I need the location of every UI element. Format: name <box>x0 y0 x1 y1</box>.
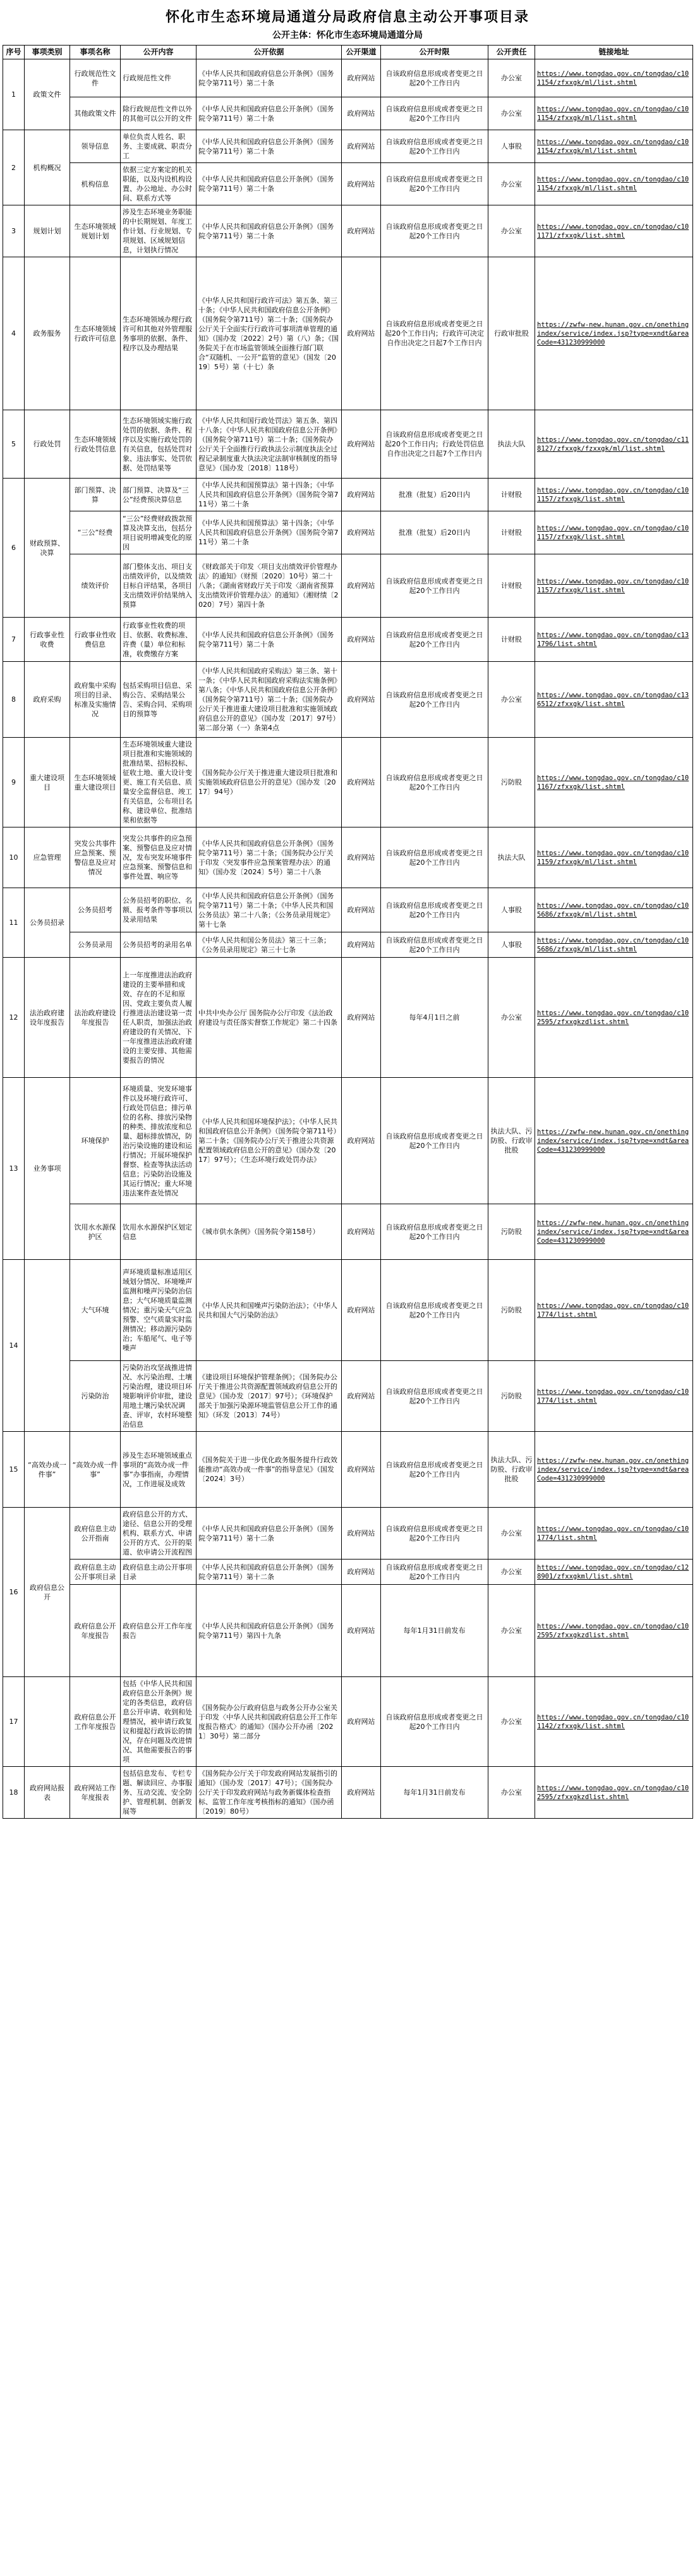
cell-basis: 《中华人民共和国政府信息公开条例》（国务院令第711号）第二十条 <box>196 59 342 97</box>
table-row <box>3 511 693 554</box>
cell-responsible: 污防股 <box>488 1204 535 1260</box>
cell-time-limit: 批准（批复）后20日内 <box>381 479 488 511</box>
catalog-table <box>3 45 693 1819</box>
link-url[interactable]: https://www.tongdao.gov.cn/tongdao/c101774/list.shtml <box>537 1388 689 1405</box>
link-url[interactable]: https://www.tongdao.gov.cn/tongdao/c101171/zfxxgk/list.shtml <box>537 223 689 240</box>
link-url[interactable]: https://www.tongdao.gov.cn/tongdao/c118127/zfxxgk/fzxxgk/ml/list.shtml <box>537 436 689 453</box>
link-url[interactable]: https://www.tongdao.gov.cn/tongdao/c101154/zfxxgk/ml/list.shtml <box>537 105 689 122</box>
cell-category: 规划计划 <box>25 205 70 257</box>
header-no: 序号 <box>3 46 25 59</box>
cell-link <box>535 1361 693 1432</box>
cell-responsible: 办公室 <box>488 958 535 1078</box>
link-url[interactable]: https://www.tongdao.gov.cn/tongdao/c101159/zfxxgk/ml/list.shtml <box>537 849 689 866</box>
cell-link <box>535 618 693 662</box>
cell-channel: 政府网站 <box>342 1361 381 1432</box>
cell-channel: 政府网站 <box>342 410 381 479</box>
cell-channel: 政府网站 <box>342 958 381 1078</box>
cell-category: “高效办成一件事” <box>25 1432 70 1508</box>
cell-content: 饮用水水源保护区划定信息 <box>121 1204 196 1260</box>
cell-content: 公务员招考的职位、名额、报考条件等事项以及录用结果 <box>121 888 196 932</box>
cell-time-limit: 自该政府信息形成或者变更之日起20个工作日内 <box>381 1260 488 1361</box>
link-url[interactable]: https://www.tongdao.gov.cn/tongdao/c102595/zfxxgkzdlist.shtml <box>537 1784 689 1801</box>
cell-link <box>535 205 693 257</box>
cell-no: 1 <box>3 59 25 130</box>
cell-link <box>535 163 693 205</box>
cell-link <box>535 1432 693 1508</box>
cell-time-limit: 自该政府信息形成或者变更之日起20个工作日内 <box>381 554 488 618</box>
cell-basis: 《中华人民共和国政府信息公开条例》（国务院令第711号）第四十九条 <box>196 1585 342 1677</box>
cell-responsible: 办公室 <box>488 1560 535 1585</box>
cell-item-name: 公务员录用 <box>70 932 121 958</box>
table-row <box>3 1432 693 1508</box>
table-row <box>3 59 693 97</box>
cell-channel: 政府网站 <box>342 1677 381 1767</box>
cell-channel: 政府网站 <box>342 1508 381 1560</box>
cell-content: 污染防治攻坚战推进情况、水污染治理、土壤污染治理，建设项目环境影响评价审批，建设用地土壤污染状况调查、评审，农村环境整治信息 <box>121 1361 196 1432</box>
cell-basis: 《中华人民共和国政府信息公开条例》（国务院令第711号）第二十条 <box>196 618 342 662</box>
cell-channel: 政府网站 <box>342 1078 381 1204</box>
cell-basis: 《中华人民共和国政府信息公开条例》（国务院令第711号）第十二条 <box>196 1560 342 1585</box>
cell-content: 生态环境领域办理行政许可和其他对外管理服务事项的依据、条件、程序以及办理结果 <box>121 257 196 410</box>
cell-link <box>535 1260 693 1361</box>
cell-basis: 《中华人民共和国公务员法》第三十三条；《公务员录用规定》第三十七条 <box>196 932 342 958</box>
cell-category: 政务服务 <box>25 257 70 410</box>
cell-basis: 《中华人民共和国政府信息公开条例》（国务院令第711号）第二十条；《中华人民共和国公务员法》第二十八条；《公务员录用规定》第十七条 <box>196 888 342 932</box>
cell-content: 单位负责人姓名、职务、主要成就、职责分工 <box>121 130 196 163</box>
link-url[interactable]: https://www.tongdao.gov.cn/tongdao/c102595/zfxxgkzdlist.shtml <box>537 1622 689 1639</box>
cell-time-limit: 自该政府信息形成或者变更之日起20个工作日内 <box>381 163 488 205</box>
table-row <box>3 97 693 130</box>
cell-basis: 《中华人民共和国政府信息公开条例》（国务院令第711号）第二十条 <box>196 97 342 130</box>
cell-basis: 《中华人民共和国行政许可法》第五条、第三十条；《中华人民共和国政府信息公开条例》（国务院令第711号）第二十条；《国务院办公厅关于全面实行行政许可事项清单管理的通知》（国办发〔2022〕2号）第（八）条；《国务院关于在市场监管领域全面推行部门联合“双随机、一公开”监管的意见》（国发〔2019〕5号）第（十七）条 <box>196 257 342 410</box>
cell-responsible: 办公室 <box>488 205 535 257</box>
table-row <box>3 738 693 827</box>
cell-content: 行政事业性收费的项目、依据、收费标准、许费（量）单位和标准，收费缴存方案 <box>121 618 196 662</box>
link-url[interactable]: https://www.tongdao.gov.cn/tongdao/c101157/zfxxgk/list.shtml <box>537 577 689 594</box>
cell-link <box>535 738 693 827</box>
cell-category: 应急管理 <box>25 827 70 888</box>
cell-responsible: 污防股 <box>488 738 535 827</box>
cell-link <box>535 410 693 479</box>
link-url[interactable]: https://www.tongdao.gov.cn/tongdao/c101142/zfxxgk/list.shtml <box>537 1713 689 1730</box>
header-category: 事项类别 <box>25 46 70 59</box>
table-row <box>3 1585 693 1677</box>
cell-time-limit: 自该政府信息形成或者变更之日起20个工作日内；行政处罚信息自作出决定之日起7个工作日内 <box>381 410 488 479</box>
cell-no: 8 <box>3 662 25 738</box>
cell-time-limit: 自该政府信息形成或者变更之日起20个工作日内 <box>381 618 488 662</box>
cell-basis: 中共中央办公厅 国务院办公厅印发《法治政府建设与责任落实督察工作规定》第二十四条 <box>196 958 342 1078</box>
header-channel: 公开渠道 <box>342 46 381 59</box>
cell-item-name: 机构信息 <box>70 163 121 205</box>
link-url[interactable]: https://www.tongdao.gov.cn/tongdao/c128901/zfxxgkml/list.shtml <box>537 1563 689 1580</box>
table-row <box>3 130 693 163</box>
cell-basis: 《国务院办公厅关于印发政府网站发展指引的通知》（国办发〔2017〕47号）；《国务院办公厅关于印发政府网站与政务新媒体检查指标、监管工作年度考核指标的通知》（国办函〔2019〕80号） <box>196 1767 342 1819</box>
cell-basis: 《中华人民共和国政府信息公开条例》（国务院令第711号）第二十条 <box>196 163 342 205</box>
header-responsible: 公开责任 <box>488 46 535 59</box>
cell-channel: 政府网站 <box>342 554 381 618</box>
table-row <box>3 1078 693 1204</box>
cell-no: 15 <box>3 1432 25 1508</box>
table-row <box>3 1560 693 1585</box>
cell-responsible: 办公室 <box>488 163 535 205</box>
cell-channel: 政府网站 <box>342 163 381 205</box>
cell-item-name: 环境保护 <box>70 1078 121 1204</box>
cell-channel: 政府网站 <box>342 479 381 511</box>
table-row <box>3 257 693 410</box>
cell-responsible: 执法大队 <box>488 827 535 888</box>
cell-no: 14 <box>3 1260 25 1432</box>
table-row <box>3 479 693 511</box>
cell-responsible: 执法大队、污防股、行政审批股 <box>488 1432 535 1508</box>
cell-time-limit: 自该政府信息形成或者变更之日起20个工作日内 <box>381 1508 488 1560</box>
cell-link <box>535 1585 693 1677</box>
cell-responsible: 办公室 <box>488 1677 535 1767</box>
cell-basis: 《建设项目环境保护管理条例》；《国务院办公厅关于推进公共资源配置领域政府信息公开的意见》（国办发〔2017〕97号）；《环境保护部关于加强污染源环境监管信息公开工作的通知》（环发〔2013〕74号） <box>196 1361 342 1432</box>
cell-content: 行政规范性文件 <box>121 59 196 97</box>
cell-content: “三公”经费财政拨款预算及决算支出，包括分项目说明增减变化的原因 <box>121 511 196 554</box>
cell-content: 除行政规范性文件以外的其他可以公开的文件 <box>121 97 196 130</box>
cell-content: 政府信息公开的方式、途径、信息公开的受理机构、联系方式、申请公开的方式、公开的渠道、依申请公开流程图 <box>121 1508 196 1560</box>
cell-basis: 《中华人民共和国预算法》第十四条；《中华人民共和国政府信息公开条例》（国务院令第711号）第二十条 <box>196 479 342 511</box>
cell-responsible: 执法大队、污防股、行政审批股 <box>488 1078 535 1204</box>
cell-no: 7 <box>3 618 25 662</box>
cell-basis: 《中华人民共和国噪声污染防治法》；《中华人民共和国大气污染防治法》 <box>196 1260 342 1361</box>
cell-content: 包括信息发布、专栏专题、解读回应、办事服务、互动交流、安全防护、管理机制、创新发展等 <box>121 1767 196 1819</box>
cell-time-limit: 自该政府信息形成或者变更之日起20个工作日内 <box>381 1204 488 1260</box>
cell-link <box>535 932 693 958</box>
link-url[interactable]: https://www.tongdao.gov.cn/tongdao/c105686/zfxxgk/ml/list.shtml <box>537 901 689 919</box>
cell-category <box>25 1677 70 1767</box>
cell-item-name: 政府集中采购项目的目录、标准及实施情况 <box>70 662 121 738</box>
page-title: 怀化市生态环境局通道分局政府信息主动公开事项目录 <box>165 9 529 25</box>
cell-no: 16 <box>3 1508 25 1677</box>
link-url[interactable]: https://www.tongdao.gov.cn/tongdao/c101157/zfxxgk/list.shtml <box>537 524 689 541</box>
cell-basis: 《中华人民共和国政府信息公开条例》（国务院令第711号）第二十条 <box>196 130 342 163</box>
cell-link <box>535 1078 693 1204</box>
cell-item-name: 饮用水水源保护区 <box>70 1204 121 1260</box>
table-row <box>3 1260 693 1361</box>
table-body <box>3 59 693 1819</box>
cell-no: 17 <box>3 1677 25 1767</box>
cell-category: 政策文件 <box>25 59 70 130</box>
cell-responsible: 人事股 <box>488 888 535 932</box>
cell-item-name: 法治政府建设年度报告 <box>70 958 121 1078</box>
table-row <box>3 205 693 257</box>
cell-basis: 《国务院关于进一步优化政务服务提升行政效能推动“高效办成一件事”的指导意见》（国发〔2024〕3号） <box>196 1432 342 1508</box>
table-row <box>3 163 693 205</box>
cell-item-name: 污染防治 <box>70 1361 121 1432</box>
cell-responsible: 执法大队 <box>488 410 535 479</box>
cell-time-limit: 自该政府信息形成或者变更之日起20个工作日内 <box>381 1361 488 1432</box>
cell-content: 生态环境领域实施行政处罚的依据、条件、程序以及实施行政处罚的有关信息，包括处罚对象、违法事实、处罚依据、处罚结果等 <box>121 410 196 479</box>
cell-responsible: 行政审批股 <box>488 257 535 410</box>
cell-item-name: 生态环境领域重大建设项目 <box>70 738 121 827</box>
cell-channel: 政府网站 <box>342 1585 381 1677</box>
table-row <box>3 1508 693 1560</box>
cell-responsible: 办公室 <box>488 1508 535 1560</box>
cell-link <box>535 827 693 888</box>
cell-time-limit: 自该政府信息形成或者变更之日起20个工作日内 <box>381 59 488 97</box>
link-url[interactable]: https://www.tongdao.gov.cn/tongdao/c131796/list.shtml <box>537 631 689 648</box>
table-row <box>3 1204 693 1260</box>
cell-item-name: 生态环境领域行政处罚信息 <box>70 410 121 479</box>
cell-responsible: 人事股 <box>488 932 535 958</box>
cell-link <box>535 1204 693 1260</box>
cell-no: 4 <box>3 257 25 410</box>
cell-category: 政府信息公开 <box>25 1508 70 1677</box>
link-url[interactable]: https://zwfw-new.hunan.gov.cn/onethingindex/service/index.jsp?type=xndt&areaCode=431230999000 <box>537 1456 689 1482</box>
cell-content: 依据三定方案定的机关职能，以及内设机构设置、办公地址、办公时间、联系方式等 <box>121 163 196 205</box>
cell-responsible: 办公室 <box>488 662 535 738</box>
cell-no: 13 <box>3 1078 25 1260</box>
cell-content: 包括采购项目信息、采购公告、采购结果公告、采购合同、采购项目的预算等 <box>121 662 196 738</box>
header-link: 链接地址 <box>535 46 693 59</box>
cell-link <box>535 554 693 618</box>
cell-basis: 《中华人民共和国政府信息公开条例》（国务院令第711号）第十二条 <box>196 1508 342 1560</box>
cell-time-limit: 自该政府信息形成或者变更之日起20个工作日内 <box>381 1560 488 1585</box>
link-url[interactable]: https://www.tongdao.gov.cn/tongdao/c136512/zfxxgk/list.shtml <box>537 691 689 708</box>
cell-responsible: 办公室 <box>488 1585 535 1677</box>
cell-time-limit: 自该政府信息形成或者变更之日起20个工作日内 <box>381 827 488 888</box>
cell-category: 法治政府建设年度报告 <box>25 958 70 1078</box>
cell-item-name: 大气环境 <box>70 1260 121 1361</box>
cell-item-name: “三公”经费 <box>70 511 121 554</box>
table-row <box>3 888 693 932</box>
cell-time-limit: 自该政府信息形成或者变更之日起20个工作日内 <box>381 888 488 932</box>
table-row <box>3 932 693 958</box>
cell-channel: 政府网站 <box>342 59 381 97</box>
link-url[interactable]: https://www.tongdao.gov.cn/tongdao/c105686/zfxxgk/ml/list.shtml <box>537 936 689 953</box>
cell-channel: 政府网站 <box>342 662 381 738</box>
link-url[interactable]: https://www.tongdao.gov.cn/tongdao/c101154/zfxxgk/ml/list.shtml <box>537 176 689 192</box>
link-url[interactable]: https://www.tongdao.gov.cn/tongdao/c101774/list.shtml <box>537 1525 689 1542</box>
cell-category: 政府网站报表 <box>25 1767 70 1819</box>
cell-item-name: 行政规范性文件 <box>70 59 121 97</box>
link-url[interactable]: https://zwfw-new.hunan.gov.cn/onethingindex/service/index.jsp?type=xndt&areaCode=431230999000 <box>537 320 689 346</box>
cell-item-name: 政府信息公开年度报告 <box>70 1585 121 1677</box>
cell-no: 11 <box>3 888 25 958</box>
cell-responsible: 办公室 <box>488 59 535 97</box>
cell-channel: 政府网站 <box>342 1204 381 1260</box>
cell-no: 5 <box>3 410 25 479</box>
cell-basis: 《财政部关于印发〈项目支出绩效评价管理办法〉的通知》（财预〔2020〕10号）第二十八条；《湖南省财政厅关于印发〈湖南省预算支出绩效评价管理办法〉的通知》（湘财绩〔2020〕7号）第四十条 <box>196 554 342 618</box>
cell-basis: 《中华人民共和国政府采购法》第三条、第十一条；《中华人民共和国政府采购法实施条例》第八条；《中华人民共和国政府信息公开条例》（国务院令第711号）第二十条；《国务院办公厅关于推进重大建设项目批准和实施领域政府信息公开的意见》（国办发〔2017〕97号）第二部分第（一）条第4点 <box>196 662 342 738</box>
link-url[interactable]: https://www.tongdao.gov.cn/tongdao/c101167/zfxxgk/list.shtml <box>537 774 689 791</box>
cell-time-limit: 每年4月1日之前 <box>381 958 488 1078</box>
cell-no: 18 <box>3 1767 25 1819</box>
cell-no: 2 <box>3 130 25 205</box>
cell-time-limit: 每年1月31日前发布 <box>381 1585 488 1677</box>
cell-responsible: 污防股 <box>488 1361 535 1432</box>
cell-content: 涉及生态环境领域重点事项的“高效办成一件事”办事指南，办理情况，工作进展及成效 <box>121 1432 196 1508</box>
cell-link <box>535 130 693 163</box>
cell-time-limit: 每年1月31日前发布 <box>381 1767 488 1819</box>
cell-responsible: 计财股 <box>488 479 535 511</box>
cell-responsible: 污防股 <box>488 1260 535 1361</box>
cell-basis: 《城市供水条例》（国务院令第158号） <box>196 1204 342 1260</box>
cell-time-limit: 自该政府信息形成或者变更之日起20个工作日内 <box>381 932 488 958</box>
cell-item-name: 其他政策文件 <box>70 97 121 130</box>
cell-channel: 政府网站 <box>342 827 381 888</box>
cell-channel: 政府网站 <box>342 97 381 130</box>
cell-content: 环境质量、突发环境事件以及环境行政许可、行政处罚信息；排污单位的名称、排放污染物的种类、排放浓度和总量、超标排放情况，防治污染设施的建设和运行情况；开展环境保护督察、检查等执法活动信息；污染防治设施及其运行情况；重大环境违法案件查处情况 <box>121 1078 196 1204</box>
cell-link <box>535 662 693 738</box>
cell-channel: 政府网站 <box>342 1767 381 1819</box>
cell-time-limit: 自该政府信息形成或者变更之日起20个工作日内 <box>381 130 488 163</box>
link-url[interactable]: https://zwfw-new.hunan.gov.cn/onethingindex/service/index.jsp?type=xndt&areaCode=431230999000 <box>537 1219 689 1245</box>
cell-content: 上一年度推进法治政府建设的主要举措和成效、存在的不足和原因、党政主要负责人履行推进法治建设第一责任人职责，加强法治政府建设的有关情况、下一年度推进法治政府建设的主要安排、其他需要报告的情况 <box>121 958 196 1078</box>
cell-channel: 政府网站 <box>342 257 381 410</box>
cell-channel: 政府网站 <box>342 130 381 163</box>
cell-basis: 《中华人民共和国政府信息公开条例》（国务院令第711号）第二十条 <box>196 205 342 257</box>
cell-time-limit: 自该政府信息形成或者变更之日起20个工作日内 <box>381 205 488 257</box>
cell-item-name: “高效办成一件事” <box>70 1432 121 1508</box>
cell-basis: 《中华人民共和国环境保护法》；《中华人民共和国政府信息公开条例》（国务院令第711号）第二十条；《国务院办公厅关于推进公共资源配置领域政府信息公开的意见》（国办发〔2017〕97号）；《生态环境行政处罚办法》 <box>196 1078 342 1204</box>
cell-channel: 政府网站 <box>342 511 381 554</box>
cell-responsible: 办公室 <box>488 97 535 130</box>
cell-item-name: 绩效评价 <box>70 554 121 618</box>
cell-category: 公务员招录 <box>25 888 70 958</box>
table-row <box>3 827 693 888</box>
link-url[interactable]: https://www.tongdao.gov.cn/tongdao/c101154/zfxxgk/ml/list.shtml <box>537 138 689 155</box>
cell-item-name: 政府信息主动公开指南 <box>70 1508 121 1560</box>
table-row <box>3 554 693 618</box>
cell-item-name: 部门预算、决算 <box>70 479 121 511</box>
cell-time-limit: 自该政府信息形成或者变更之日起20个工作日内 <box>381 662 488 738</box>
table-row <box>3 1677 693 1767</box>
cell-channel: 政府网站 <box>342 618 381 662</box>
cell-time-limit: 批准（批复）后20日内 <box>381 511 488 554</box>
cell-channel: 政府网站 <box>342 1432 381 1508</box>
cell-basis: 《中华人民共和国政府信息公开条例》（国务院令第711号）第二十条；《国务院办公厅关于印发〈突发事件应急预案管理办法〉的通知》（国办发〔2024〕5号）第二十八条 <box>196 827 342 888</box>
cell-link <box>535 1560 693 1585</box>
table-row <box>3 1767 693 1819</box>
cell-content: 部门整体支出、项目支出绩效评价，以及绩效目标自评结果，各项目支出绩效评价结果纳入预算 <box>121 554 196 618</box>
page-subtitle: 公开主体：怀化市生态环境局通道分局 <box>272 30 423 40</box>
cell-time-limit: 自该政府信息形成或者变更之日起20个工作日内 <box>381 1432 488 1508</box>
cell-item-name: 政府信息主动公开事项目录 <box>70 1560 121 1585</box>
cell-responsible: 办公室 <box>488 1767 535 1819</box>
cell-content: 政府信息主动公开事项目录 <box>121 1560 196 1585</box>
cell-time-limit: 自该政府信息形成或者变更之日起20个工作日内 <box>381 738 488 827</box>
cell-channel: 政府网站 <box>342 738 381 827</box>
cell-item-name: 生态环境领域规划计划 <box>70 205 121 257</box>
cell-item-name: 生态环境领域行政许可信息 <box>70 257 121 410</box>
cell-channel: 政府网站 <box>342 932 381 958</box>
cell-link <box>535 479 693 511</box>
cell-content: 部门预算、决算及“三公”经费预决算信息 <box>121 479 196 511</box>
table-row <box>3 618 693 662</box>
cell-item-name: 政府网站工作年度报表 <box>70 1767 121 1819</box>
cell-basis: 《中华人民共和国预算法》第十四条；《中华人民共和国政府信息公开条例》（国务院令第711号）第二十条 <box>196 511 342 554</box>
cell-link <box>535 97 693 130</box>
cell-no: 3 <box>3 205 25 257</box>
cell-basis: 《国务院办公厅关于推进重大建设项目批准和实施领域政府信息公开的意见》（国办发〔2017〕94号） <box>196 738 342 827</box>
cell-category: 行政处罚 <box>25 410 70 479</box>
cell-category: 机构概况 <box>25 130 70 205</box>
cell-link <box>535 1677 693 1767</box>
cell-channel: 政府网站 <box>342 888 381 932</box>
link-url[interactable]: https://zwfw-new.hunan.gov.cn/onethingindex/service/index.jsp?type=xndt&areaCode=431230999000 <box>537 1128 689 1154</box>
table-row <box>3 1361 693 1432</box>
cell-item-name: 公务员招考 <box>70 888 121 932</box>
cell-responsible: 计财股 <box>488 554 535 618</box>
cell-content: 生态环境领域重大建设项目批准和实施领域的批准结果、招标投标、征收土地、重大设计变更、施工有关信息、质量安全监督信息、竣工有关信息，公布项目名称、建设单位、批准结果和依据等 <box>121 738 196 827</box>
cell-content: 公务员招考的录用名单 <box>121 932 196 958</box>
cell-link <box>535 1767 693 1819</box>
cell-category: 行政事业性收费 <box>25 618 70 662</box>
cell-channel: 政府网站 <box>342 205 381 257</box>
cell-category: 政府采购 <box>25 662 70 738</box>
cell-item-name: 突发公共事件应急预案、预警信息及应对情况 <box>70 827 121 888</box>
cell-basis: 《中华人民共和国行政处罚法》第五条、第四十八条；《中华人民共和国政府信息公开条例》（国务院令第711号）第二十条；《国务院办公厅关于全面推行行政执法公示制度执法全过程记录制度重大执法决定法制审核制度的指导意见》（国办发〔2018〕118号） <box>196 410 342 479</box>
cell-content: 政府信息公开工作年度报告 <box>121 1585 196 1677</box>
cell-responsible: 计财股 <box>488 618 535 662</box>
table-row <box>3 662 693 738</box>
cell-item-name: 领导信息 <box>70 130 121 163</box>
link-url[interactable]: https://www.tongdao.gov.cn/tongdao/c101157/zfxxgk/list.shtml <box>537 486 689 503</box>
header-basis: 公开依据 <box>196 46 342 59</box>
table-header-row <box>3 46 693 59</box>
cell-link <box>535 511 693 554</box>
header-time-limit: 公开时限 <box>381 46 488 59</box>
cell-time-limit: 自该政府信息形成或者变更之日起20个工作日内 <box>381 97 488 130</box>
link-url[interactable]: https://www.tongdao.gov.cn/tongdao/c102595/zfxxgkzdlist.shtml <box>537 1009 689 1026</box>
cell-category: 财政预算、决算 <box>25 479 70 618</box>
cell-link <box>535 958 693 1078</box>
cell-time-limit: 自该政府信息形成或者变更之日起20个工作日内 <box>381 1677 488 1767</box>
header-content: 公开内容 <box>121 46 196 59</box>
cell-item-name: 政府信息公开工作年度报告 <box>70 1677 121 1767</box>
cell-link <box>535 888 693 932</box>
cell-content: 包括《中华人民共和国政府信息公开条例》规定的各类信息，政府信息公开申请、收到和处理情况，被申请行政复议和提起行政诉讼的情况，存在问题及改进情况、其他需要报告的事项 <box>121 1677 196 1767</box>
table-row <box>3 958 693 1078</box>
cell-category: 重大建设项目 <box>25 738 70 827</box>
table-row <box>3 410 693 479</box>
cell-content: 突发公共事件的应急预案、预警信息及应对情况，发布突发环境事件应急预案、预警信息和事件处置、响应等 <box>121 827 196 888</box>
cell-responsible: 计财股 <box>488 511 535 554</box>
cell-category: 业务事项 <box>25 1078 70 1260</box>
cell-link <box>535 1508 693 1560</box>
cell-no: 6 <box>3 479 25 618</box>
cell-time-limit: 自该政府信息形成或者变更之日起20个工作日内 <box>381 1078 488 1204</box>
cell-no: 12 <box>3 958 25 1078</box>
cell-link <box>535 59 693 97</box>
link-url[interactable]: https://www.tongdao.gov.cn/tongdao/c101154/zfxxgk/ml/list.shtml <box>537 70 689 87</box>
cell-responsible: 人事股 <box>488 130 535 163</box>
cell-content: 涉及生态环境业务职能的中长期规划、年度工作计划、行业规划、专项规划、区域规划信息，计划执行情况 <box>121 205 196 257</box>
cell-item-name: 行政事业性收费信息 <box>70 618 121 662</box>
cell-no: 9 <box>3 738 25 827</box>
cell-no: 10 <box>3 827 25 888</box>
cell-category <box>25 1260 70 1432</box>
cell-link <box>535 257 693 410</box>
cell-content: 声环境质量标准适用区域划分情况、环境噪声监测和噪声污染防治信息；大气环境质量监测情况；重污染天气应急预警、空气质量实时监测情况；移动源污染防治；车船尾气、电子等噪声 <box>121 1260 196 1361</box>
cell-basis: 《国务院办公厅政府信息与政务公开办公室关于印发〈中华人民共和国政府信息公开工作年度报告格式〉的通知》（国办公开办函〔2021〕30号）第二部分 <box>196 1677 342 1767</box>
cell-time-limit: 自该政府信息形成或者变更之日起20个工作日内；行政许可决定自作出决定之日起7个工作日内 <box>381 257 488 410</box>
header-item-name: 事项名称 <box>70 46 121 59</box>
link-url[interactable]: https://www.tongdao.gov.cn/tongdao/c101774/list.shtml <box>537 1302 689 1319</box>
cell-channel: 政府网站 <box>342 1260 381 1361</box>
cell-channel: 政府网站 <box>342 1560 381 1585</box>
